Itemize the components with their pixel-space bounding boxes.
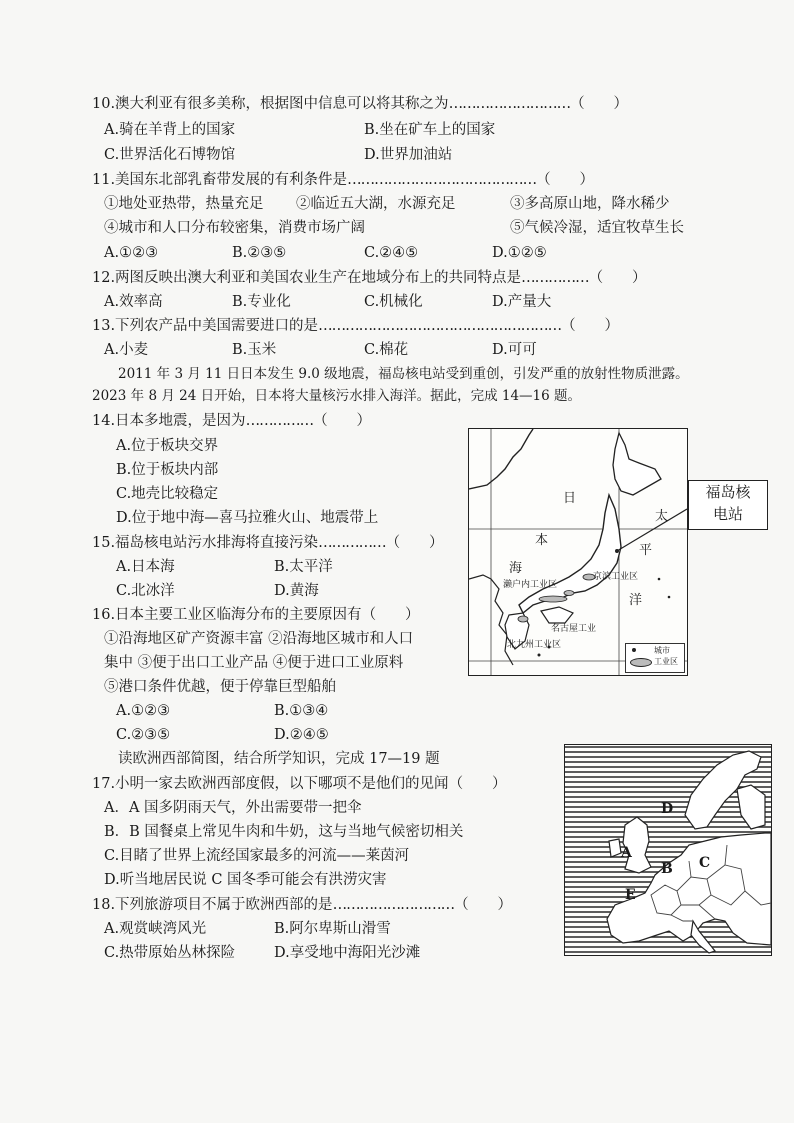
q10-option-c[interactable]: C.世界活化石博物馆 [104,147,236,163]
q12-stem: 12.两图反映出澳大利亚和美国农业生产在地域分布上的共同特点是……………（ ） [92,270,647,286]
q16-option-a[interactable]: A.①②③ [116,703,171,719]
q15-stem: 15.福岛核电站污水排海将直接污染……………（ ） [92,535,444,551]
label-hai: 海 [509,561,523,576]
legend-city-dot-icon [632,648,636,652]
q18-stem: 18.下列旅游项目不属于欧洲西部的是………………………（ ） [92,897,513,913]
label-yang: 洋 [629,593,643,608]
q18-option-a[interactable]: A.观赏峡湾风光 [104,921,207,937]
q15-option-b[interactable]: B.太平洋 [274,559,333,575]
legend-zone: 工业区 [654,657,678,666]
japan-map-drawing [469,429,687,675]
q14-option-c[interactable]: C.地壳比较稳定 [116,486,219,502]
q13-option-a[interactable]: A.小麦 [104,342,149,358]
q14-option-b[interactable]: B.位于板块内部 [116,462,219,478]
q14-stem: 14.日本多地震，是因为……………（ ） [92,413,372,429]
q14-option-d[interactable]: D.位于地中海—喜马拉雅火山、地震带上 [116,510,379,526]
q12-option-c[interactable]: C.机械化 [364,294,423,310]
europe-letter-a: A [621,845,632,861]
q18-option-d[interactable]: D.享受地中海阳光沙滩 [274,945,421,961]
label-tai: 太 [655,509,669,524]
q11-option-c[interactable]: C.②④⑤ [364,245,419,261]
europe-letter-b: B [661,861,673,877]
q10-stem: 10.澳大利亚有很多美称，根据图中信息可以将其称之为………………………（ ） [92,96,629,112]
q10-option-a[interactable]: A.骑在羊背上的国家 [104,122,236,138]
q16-line3: ⑤港口条件优越，便于停靠巨型船舶 [104,679,336,695]
q15-option-c[interactable]: C.北冰洋 [116,583,175,599]
q11-option-a[interactable]: A.①②③ [104,245,159,261]
japan-map-legend [625,643,685,673]
q15-option-d[interactable]: D.黄海 [274,583,319,599]
q17-option-c[interactable]: C.目睹了世界上流经国家最多的河流——莱茵河 [104,848,410,864]
q17-option-a[interactable]: A．A 国多阴雨天气，外出需要带一把伞 [104,800,362,816]
q15-option-a[interactable]: A.日本海 [116,559,175,575]
legend-zone-ellipse-icon [630,658,652,667]
label-keihin: 京滨工业区 [593,572,639,582]
q16-stem: 16.日本主要工业区临海分布的主要原因有（ ） [92,607,420,623]
intro-14-16-line2: 2023 年 8 月 24 日开始，日本将大量核污水排入海洋。据此，完成 14—16 题。 [92,388,582,404]
label-ping: 平 [639,543,653,558]
intro-17-19: 读欧洲西部简图，结合所学知识，完成 17—19 题 [118,751,440,767]
q14-option-a[interactable]: A.位于板块交界 [116,438,219,454]
q11-item-3: ③多高原山地，降水稀少 [510,196,670,212]
q10-option-b[interactable]: B.坐在矿车上的国家 [364,122,496,138]
europe-map [564,744,772,956]
fukushima-callout: 福岛核 电站 [688,480,768,530]
q16-line2: 集中 ③便于出口工业产品 ④便于进口工业原料 [104,655,404,671]
q12-option-b[interactable]: B.专业化 [232,294,291,310]
legend-city: 城市 [654,646,670,655]
label-kitakyushu: 北九州工业区 [507,640,562,650]
label-ben: 本 [535,533,549,548]
label-ri: 日 [563,491,577,506]
q11-item-1: ①地处亚热带，热量充足 [104,196,264,212]
q11-stem: 11.美国东北部乳畜带发展的有利条件是……………………………………（ ） [92,172,595,188]
q12-option-d[interactable]: D.产量大 [492,294,552,310]
japan-map [468,428,688,676]
intro-14-16-line1: 2011 年 3 月 11 日日本发生 9.0 级地震，福岛核电站受到重创，引发严重的放射性物质泄露。 [118,366,689,382]
q17-option-d[interactable]: D.听当地居民说 C 国冬季可能会有洪涝灾害 [104,872,387,888]
europe-letter-c: C [699,855,711,871]
europe-map-drawing [565,745,771,955]
q18-option-c[interactable]: C.热带原始丛林探险 [104,945,236,961]
q13-stem: 13.下列农产品中美国需要进口的是………………………………………………（ ） [92,318,620,334]
label-nagoya: 名古屋工业 [551,624,597,634]
q16-option-b[interactable]: B.①③④ [274,703,329,719]
q16-line1: ①沿海地区矿产资源丰富 ②沿海地区城市和人口 [104,631,414,647]
q13-option-d[interactable]: D.可可 [492,342,537,358]
q11-item-2: ②临近五大湖，水源充足 [296,196,456,212]
label-setonaikai: 濑户内工业区 [503,580,558,590]
q13-option-b[interactable]: B.玉米 [232,342,277,358]
q17-option-b[interactable]: B．B 国餐桌上常见牛肉和牛奶，这与当地气候密切相关 [104,824,464,840]
q11-option-d[interactable]: D.①②⑤ [492,245,547,261]
q13-option-c[interactable]: C.棉花 [364,342,409,358]
q16-option-c[interactable]: C.②③⑤ [116,727,171,743]
q16-option-d[interactable]: D.②④⑤ [274,727,329,743]
q18-option-b[interactable]: B.阿尔卑斯山滑雪 [274,921,391,937]
q12-option-a[interactable]: A.效率高 [104,294,163,310]
q17-stem: 17.小明一家去欧洲西部度假，以下哪项不是他们的见闻（ ） [92,776,507,792]
europe-letter-d: D [661,801,674,817]
q11-option-b[interactable]: B.②③⑤ [232,245,287,261]
europe-letter-e: E [625,887,636,903]
q10-option-d[interactable]: D.世界加油站 [364,147,453,163]
q11-item-4: ④城市和人口分布较密集，消费市场广阔 [104,220,365,236]
q11-item-5: ⑤气候冷湿，适宜牧草生长 [510,220,684,236]
